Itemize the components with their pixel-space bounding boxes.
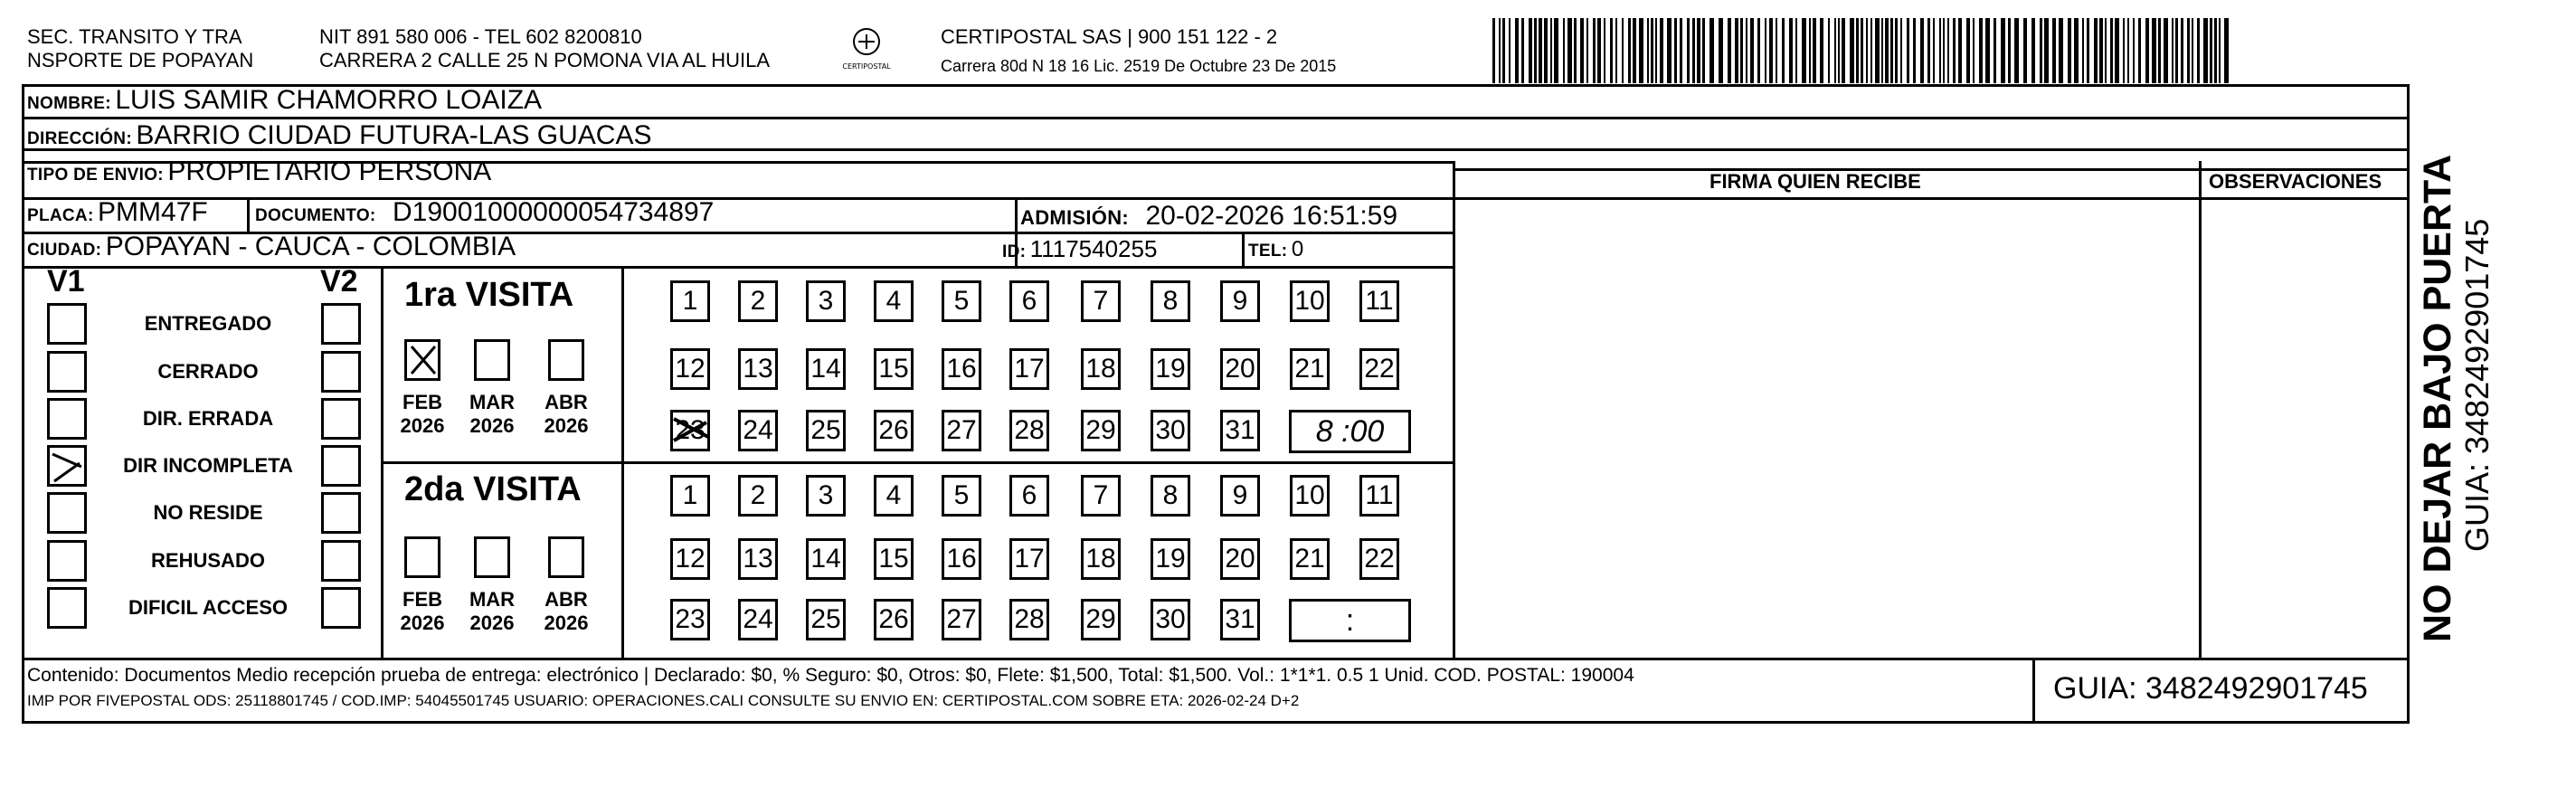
day-box[interactable]: 5 xyxy=(942,280,981,322)
day-box[interactable]: 14 xyxy=(806,538,846,580)
v1-checkbox[interactable] xyxy=(47,398,87,440)
month-label: ABR 2026 xyxy=(544,588,589,634)
day-box[interactable]: 28 xyxy=(1009,599,1049,640)
day-box[interactable]: 11 xyxy=(1359,280,1399,322)
day-box[interactable]: 22 xyxy=(1359,538,1399,580)
v2-checkbox[interactable] xyxy=(321,398,361,440)
day-box[interactable]: 26 xyxy=(874,410,914,451)
ciudad-value: POPAYAN - CAUCA - COLOMBIA xyxy=(105,232,516,261)
day-box[interactable]: 6 xyxy=(1009,280,1049,322)
certipostal-logo xyxy=(826,25,907,74)
tel-label: TEL: xyxy=(1248,242,1288,261)
side-label xyxy=(2417,118,2498,642)
month-label: ABR 2026 xyxy=(544,391,589,437)
day-box[interactable]: 4 xyxy=(874,475,914,517)
month-label: FEB 2026 xyxy=(400,588,445,634)
barcode xyxy=(1492,18,2230,83)
day-box[interactable]: 23 xyxy=(670,410,710,451)
side-guia: GUIA: 3482492901745 xyxy=(2458,218,2496,552)
day-box[interactable]: 16 xyxy=(942,538,981,580)
day-box[interactable]: 29 xyxy=(1081,599,1121,640)
no-dejar-bajo-puerta: NO DEJAR BAJO PUERTA xyxy=(2416,154,2459,642)
day-box[interactable]: 17 xyxy=(1009,348,1049,390)
day-box[interactable]: 10 xyxy=(1290,475,1330,517)
day-box[interactable]: 8 xyxy=(1151,280,1190,322)
month-checkbox[interactable] xyxy=(404,536,440,578)
placa-value: PMM47F xyxy=(98,197,208,227)
v2-checkbox[interactable] xyxy=(321,587,361,629)
placa-field xyxy=(27,197,208,228)
check-mark-icon xyxy=(47,445,87,487)
v1-checkbox[interactable] xyxy=(47,540,87,582)
day-box[interactable]: 17 xyxy=(1009,538,1049,580)
day-box[interactable]: 9 xyxy=(1220,280,1260,322)
day-box[interactable]: 4 xyxy=(874,280,914,322)
day-box[interactable]: 1 xyxy=(670,280,710,322)
documento-field xyxy=(255,197,714,228)
day-box[interactable]: 20 xyxy=(1220,348,1260,390)
ciudad-field xyxy=(27,232,516,262)
footer-print-line: IMP POR FIVEPOSTAL ODS: 25118801745 / COD.IMP: 54045501745 USUARIO: OPERACIONES.CALI CONSULTE SU ENVIO EN: CERTIPOSTAL.COM SOBRE ETA: 2026-02-24 D+2 xyxy=(27,692,1300,709)
day-box[interactable]: 1 xyxy=(670,475,710,517)
time-field[interactable]: 8 :00 xyxy=(1289,410,1411,453)
firma-header: FIRMA QUIEN RECIBE xyxy=(1709,170,1921,193)
day-box[interactable]: 2 xyxy=(738,475,778,517)
v2-header: V2 xyxy=(320,264,358,299)
id-label: ID: xyxy=(1002,242,1027,261)
day-box[interactable]: 18 xyxy=(1081,348,1121,390)
address-line: CARRERA 2 CALLE 25 N POMONA VIA AL HUILA xyxy=(319,49,771,71)
direccion-value: BARRIO CIUDAD FUTURA-LAS GUACAS xyxy=(136,120,652,150)
day-box[interactable]: 10 xyxy=(1290,280,1330,322)
day-box[interactable]: 15 xyxy=(874,348,914,390)
tipo-label: TIPO DE ENVIO: xyxy=(27,166,164,185)
status-reason: DIR. ERRADA xyxy=(142,407,274,430)
v2-checkbox[interactable] xyxy=(321,540,361,582)
v1-checkbox[interactable] xyxy=(47,351,87,393)
day-box[interactable]: 18 xyxy=(1081,538,1121,580)
day-box[interactable]: 13 xyxy=(738,538,778,580)
day-box[interactable]: 6 xyxy=(1009,475,1049,517)
day-box[interactable]: 30 xyxy=(1151,410,1190,451)
tel-value: 0 xyxy=(1291,237,1304,261)
time-field[interactable]: : xyxy=(1289,599,1411,642)
secretaria-line-2: NSPORTE DE POPAYAN xyxy=(27,49,254,71)
secretaria-line-1: SEC. TRANSITO Y TRA xyxy=(27,25,242,48)
day-box[interactable]: 31 xyxy=(1220,599,1260,640)
visit-2-title: 2da VISITA xyxy=(404,470,582,508)
admision-label: ADMISIÓN: xyxy=(1020,206,1130,229)
status-reason: DIFICIL ACCESO xyxy=(128,596,288,619)
day-box[interactable]: 12 xyxy=(670,538,710,580)
status-reason: REHUSADO xyxy=(151,549,265,572)
day-box[interactable]: 2 xyxy=(738,280,778,322)
v2-checkbox[interactable] xyxy=(321,303,361,345)
day-box[interactable]: 22 xyxy=(1359,348,1399,390)
v2-checkbox[interactable] xyxy=(321,445,361,487)
logo-text: CERTIPOSTAL xyxy=(842,62,891,71)
status-reason: CERRADO xyxy=(157,360,259,383)
day-box[interactable]: 27 xyxy=(942,599,981,640)
day-box[interactable]: 30 xyxy=(1151,599,1190,640)
placa-label: PLACA: xyxy=(27,206,94,225)
day-box[interactable]: 11 xyxy=(1359,475,1399,517)
check-mark-icon xyxy=(404,339,440,381)
id-value: 1117540255 xyxy=(1029,235,1158,262)
day-box[interactable]: 19 xyxy=(1151,348,1190,390)
day-box[interactable]: 3 xyxy=(806,280,846,322)
tipo-field xyxy=(27,156,491,187)
nit-line: NIT 891 580 006 - TEL 602 8200810 xyxy=(319,25,642,48)
tipo-value: PROPIETARIO PERSONA xyxy=(167,156,492,186)
day-box[interactable]: 26 xyxy=(874,599,914,640)
day-box[interactable]: 7 xyxy=(1081,475,1121,517)
day-box[interactable]: 24 xyxy=(738,599,778,640)
strike-mark-icon xyxy=(670,410,714,451)
documento-label: DOCUMENTO: xyxy=(255,206,376,225)
admision-field xyxy=(1020,201,1397,232)
month-checkbox[interactable] xyxy=(548,536,584,578)
month-checkbox[interactable] xyxy=(474,536,510,578)
status-reason: NO RESIDE xyxy=(153,501,263,524)
visit-1-title: 1ra VISITA xyxy=(404,276,574,314)
month-label: FEB 2026 xyxy=(400,391,445,437)
nombre-value: LUIS SAMIR CHAMORRO LOAIZA xyxy=(115,85,543,115)
v1-checkbox[interactable] xyxy=(47,492,87,534)
day-box[interactable]: 21 xyxy=(1290,538,1330,580)
day-box[interactable]: 28 xyxy=(1009,410,1049,451)
documento-value: D19001000000054734897 xyxy=(393,197,715,227)
day-box[interactable]: 31 xyxy=(1220,410,1260,451)
v1-checkbox[interactable] xyxy=(47,303,87,345)
v1-header: V1 xyxy=(47,264,85,299)
day-box[interactable]: 14 xyxy=(806,348,846,390)
day-box[interactable]: 16 xyxy=(942,348,981,390)
day-box[interactable]: 13 xyxy=(738,348,778,390)
day-box[interactable]: 9 xyxy=(1220,475,1260,517)
month-checkbox[interactable] xyxy=(474,339,510,381)
day-box[interactable]: 23 xyxy=(670,599,710,640)
company-name: CERTIPOSTAL SAS | 900 151 122 - 2 xyxy=(941,25,1278,48)
nombre-label: NOMBRE: xyxy=(27,94,111,113)
company-license: Carrera 80d N 18 16 Lic. 2519 De Octubre 23 De 2015 xyxy=(941,57,1337,75)
observaciones-header: OBSERVACIONES xyxy=(2209,170,2382,193)
day-box[interactable]: 5 xyxy=(942,475,981,517)
day-box[interactable]: 25 xyxy=(806,410,846,451)
tel-field xyxy=(1248,237,1303,262)
nombre-field xyxy=(27,85,542,116)
v2-checkbox[interactable] xyxy=(321,351,361,393)
month-label: MAR 2026 xyxy=(469,588,516,634)
day-box[interactable]: 19 xyxy=(1151,538,1190,580)
day-box[interactable]: 21 xyxy=(1290,348,1330,390)
footer-guia: GUIA: 3482492901745 xyxy=(2053,671,2368,706)
day-box[interactable]: 8 xyxy=(1151,475,1190,517)
day-box[interactable]: 12 xyxy=(670,348,710,390)
direccion-field xyxy=(27,120,651,151)
day-box[interactable]: 24 xyxy=(738,410,778,451)
day-box[interactable]: 25 xyxy=(806,599,846,640)
direccion-label: DIRECCIÓN: xyxy=(27,129,132,148)
v2-checkbox[interactable] xyxy=(321,492,361,534)
day-box[interactable]: 20 xyxy=(1220,538,1260,580)
month-label: MAR 2026 xyxy=(469,391,516,437)
day-box[interactable]: 3 xyxy=(806,475,846,517)
status-reason: DIR INCOMPLETA xyxy=(123,454,293,477)
v1-checkbox[interactable] xyxy=(47,587,87,629)
day-box[interactable]: 27 xyxy=(942,410,981,451)
day-box[interactable]: 15 xyxy=(874,538,914,580)
month-checkbox[interactable] xyxy=(548,339,584,381)
ciudad-label: CIUDAD: xyxy=(27,241,102,260)
status-reason: ENTREGADO xyxy=(144,312,272,335)
day-box[interactable]: 7 xyxy=(1081,280,1121,322)
id-field xyxy=(1002,235,1157,263)
day-box[interactable]: 29 xyxy=(1081,410,1121,451)
admision-value: 20-02-2026 16:51:59 xyxy=(1145,201,1398,231)
footer-content-line: Contenido: Documentos Medio recepción prueba de entrega: electrónico | Declarado: $0, % Seguro: $0, Otros: $0, Flete: $1,500, Total: $1,500. Vol.: 1*1*1. 0.5 1 Unid. COD. POSTAL: 190004 xyxy=(27,665,1634,686)
